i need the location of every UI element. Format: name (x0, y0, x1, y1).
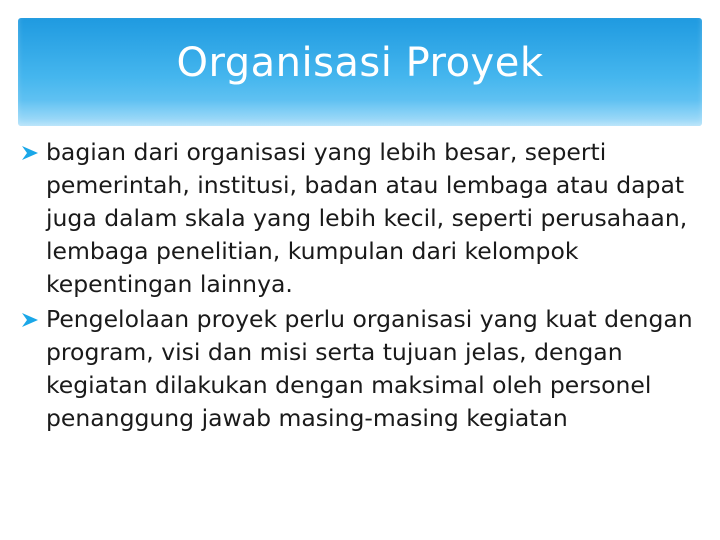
title-bar (18, 18, 702, 126)
bullet-text: Pengelolaan proyek perlu organisasi yang kuat dengan program, visi dan misi serta tujuan jelas, dengan kegiatan dilakukan dengan maksimal oleh personel penanggung jawab masing-masing kegiatan (46, 305, 693, 432)
arrow-bullet-icon (20, 143, 40, 163)
arrow-bullet-icon (20, 310, 40, 330)
bullet-item (20, 303, 700, 435)
bullet-item (20, 136, 700, 301)
slide-title: Organisasi Proyek (176, 40, 544, 86)
slide-content (20, 136, 700, 437)
bullet-text: bagian dari organisasi yang lebih besar, seperti pemerintah, institusi, badan atau lembaga atau dapat juga dalam skala yang lebih kecil, seperti perusahaan, lembaga penelitian, kumpulan dari kelompok kepentingan lainnya. (46, 138, 688, 298)
